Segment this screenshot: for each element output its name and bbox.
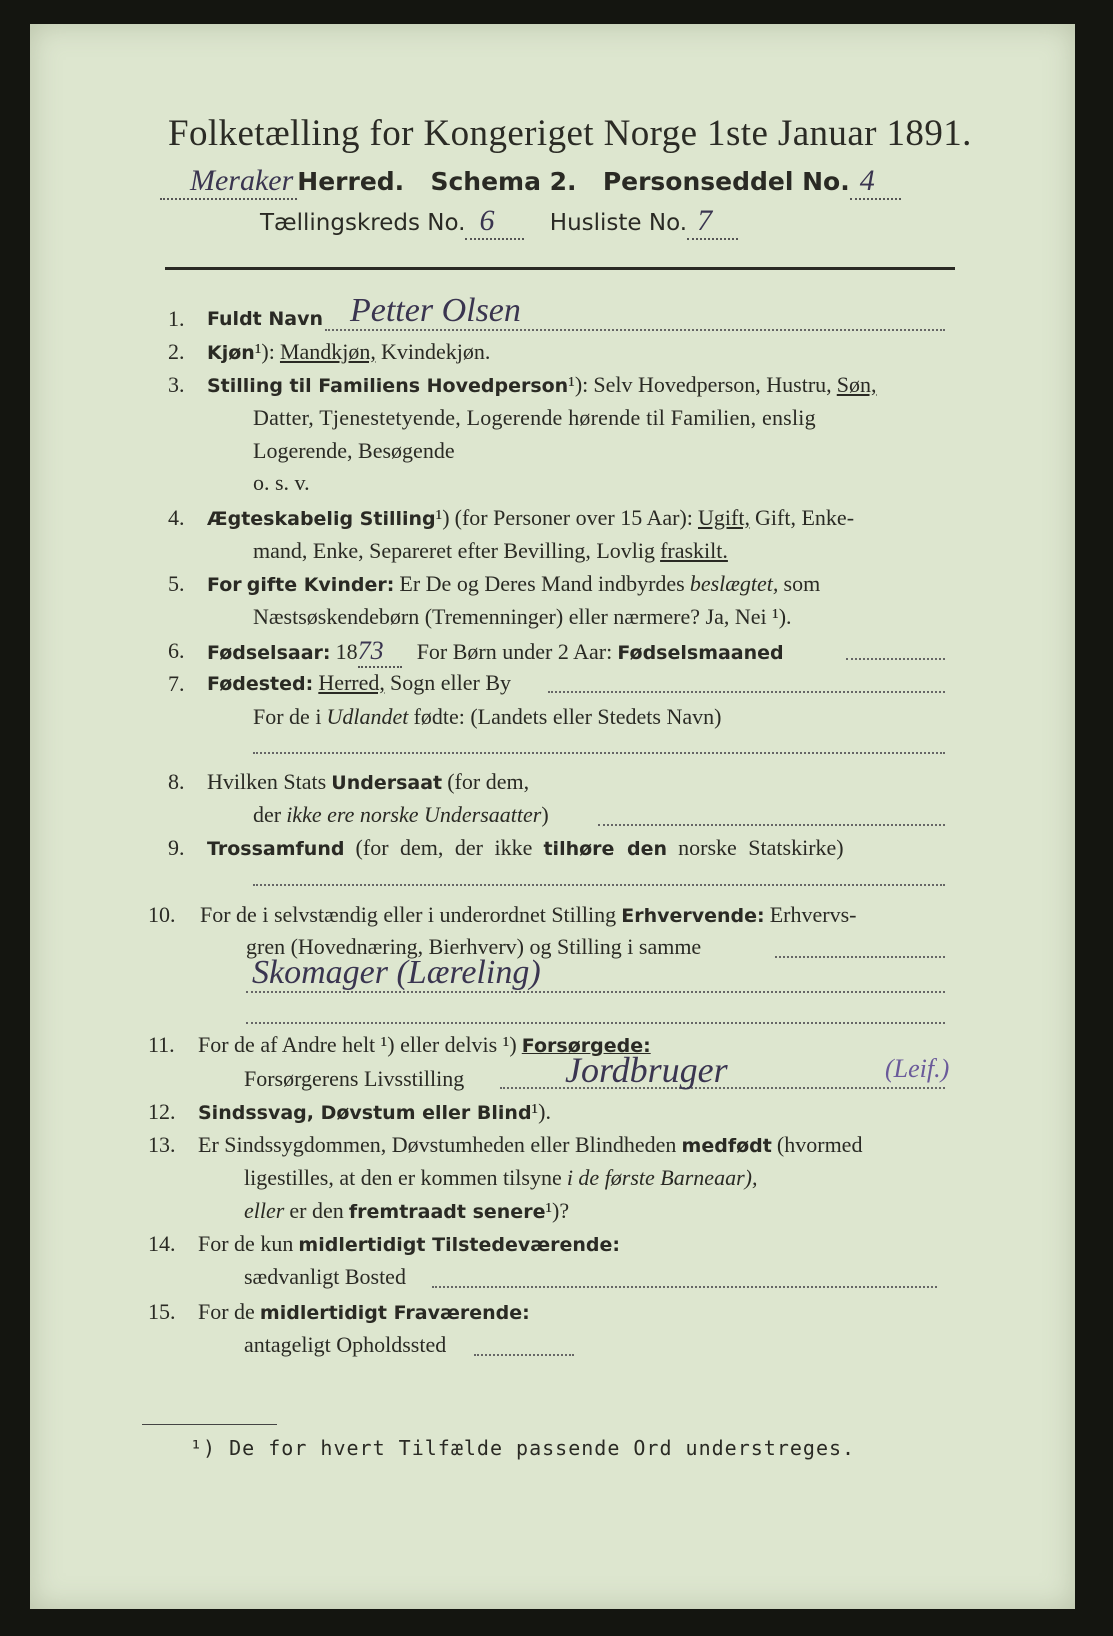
item-11-label: Forsørgede: [521, 1035, 651, 1057]
item-1-dotted-line [325, 329, 945, 331]
item-11-annotation-handwritten: (Leif.) [885, 1054, 950, 1083]
item-4-number: 4. [168, 505, 185, 530]
kreds-number-handwritten: 6 [465, 204, 524, 240]
footnote: ¹) De for hvert Tilfælde passende Ord understreges. [190, 1436, 856, 1460]
item-10-line-1 [200, 902, 856, 928]
item-2-label: Kjøn [207, 342, 255, 364]
item-8-text-4: ) [541, 802, 549, 827]
item-13-line-1 [198, 1132, 862, 1158]
herred-line [160, 164, 901, 200]
item-6-year-prefix: 18 [335, 639, 358, 664]
item-13-number: 13. [148, 1132, 176, 1157]
item-2-number: 2. [168, 339, 185, 364]
kreds-label: Tællingskreds No. [260, 210, 466, 236]
item-5-line-2: Næstsøskendebørn (Tremenninger) eller nærmere? Ja, Nei ¹). [253, 604, 792, 629]
item-12-line [198, 1099, 551, 1125]
footnote-rule [142, 1424, 277, 1425]
item-9-line-1 [207, 835, 844, 861]
item-4-label: Ægteskabelig Stilling [207, 508, 436, 530]
census-form-sheet [30, 24, 1075, 1609]
herred-label: Herred. [297, 167, 405, 196]
item-4-text-3: mand, Enke, Separeret efter Bevilling, Lovlig [253, 538, 655, 563]
item-1-number: 1. [168, 306, 185, 331]
item-9-bold-text: tilhøre den [543, 838, 668, 860]
item-3-line-4: o. s. v. [253, 470, 310, 495]
item-3-label: Stilling til Familiens Hovedperson [207, 375, 569, 397]
item-14-dotted-line [432, 1286, 937, 1288]
item-7-line-2 [253, 704, 721, 730]
item-3-option-son: Søn, [836, 372, 877, 397]
item-13-text-3: ligestilles, at den er kommen tilsyne [244, 1165, 562, 1190]
personseddel-number-handwritten: 4 [850, 164, 901, 200]
form-title: Folketælling for Kongeriget Norge 1ste Januar 1891. [168, 113, 972, 154]
item-3-number: 3. [168, 372, 185, 397]
herred-name-handwritten: Meraker [160, 164, 297, 200]
item-10-label: Erhvervende: [621, 905, 765, 927]
item-13-label: medfødt [681, 1135, 772, 1157]
item-7-label: Fødested: [207, 673, 314, 695]
item-13-text-italic-2: eller [244, 1198, 285, 1223]
item-4-sup: ¹) [435, 505, 450, 530]
item-14-number: 14. [148, 1231, 176, 1256]
item-4-line-1 [207, 505, 854, 531]
item-5-label-for: For [207, 574, 242, 596]
item-9-number: 9. [168, 835, 185, 860]
item-11-line-2: Forsørgerens Livsstilling [244, 1066, 465, 1091]
item-2-option-mandkjon: Mandkjøn, [279, 339, 376, 364]
item-11-occupation-handwritten: Jordbruger [565, 1050, 728, 1090]
item-7-dotted-line-2 [253, 752, 945, 754]
husliste-label: Husliste No. [549, 210, 688, 236]
item-7-text-2: For de i [253, 704, 322, 729]
item-10-occupation-handwritten: Skomager (Læreling) [252, 954, 541, 991]
item-4-text-2: Gift, Enke- [755, 505, 855, 530]
item-7-dotted-line [548, 691, 945, 693]
schema-label: Schema 2. [430, 167, 577, 196]
item-9-label: Trossamfund [207, 838, 345, 860]
item-14-label: midlertidigt Tilstedeværende: [298, 1234, 621, 1256]
item-14-text-1: For de kun [198, 1231, 294, 1256]
item-6-dotted-line [846, 658, 945, 660]
item-8-line-1 [207, 769, 529, 795]
item-13-text-2: (hvormed [776, 1132, 863, 1157]
item-11-text-1: For de af Andre helt ¹) eller delvis ¹) [198, 1032, 517, 1057]
item-15-line-2: antageligt Opholdssted [244, 1332, 447, 1357]
item-13-text-1: Er Sindssygdommen, Døvstumheden eller Blindheden [198, 1132, 677, 1157]
item-1-label: Fuldt Navn [207, 308, 324, 330]
item-4-line-2 [253, 538, 728, 564]
item-12-label: Sindssvag, Døvstum eller Blind [198, 1102, 532, 1124]
item-6-line [207, 636, 784, 668]
item-9-dotted-line [253, 884, 945, 886]
item-6-label: Fødselsaar: [207, 642, 331, 664]
item-3-line-1 [207, 372, 877, 398]
item-9-text-1: (for dem, der ikke [355, 835, 533, 860]
item-8-number: 8. [168, 769, 185, 794]
item-7-number: 7. [168, 671, 185, 696]
item-7-text: Sogn eller By [390, 670, 511, 695]
item-12-number: 12. [148, 1099, 176, 1124]
item-3-line-2: Datter, Tjenestetyende, Logerende hørende til Familien, enslig [253, 405, 816, 430]
item-13-line-3 [244, 1198, 569, 1224]
item-4-option-ugift: Ugift, [698, 505, 750, 530]
item-13-label-2: fremtraadt senere [348, 1201, 546, 1223]
item-15-number: 15. [148, 1299, 176, 1324]
item-13-text-italic: i de første Barneaar), [566, 1165, 758, 1190]
item-10-dotted-line-2 [246, 991, 945, 993]
item-10-dotted-line [775, 956, 945, 958]
item-10-text-1: For de i selvstændig eller i underordnet Stilling [200, 902, 617, 927]
item-9-text-2: norske Statskirke) [678, 835, 844, 860]
item-7-line-1 [207, 670, 511, 696]
item-10-number: 10. [148, 902, 176, 927]
item-8-dotted-line [598, 824, 945, 826]
item-15-text-1: For de [198, 1299, 255, 1324]
item-7-option-herred: Herred, [318, 670, 385, 695]
item-3-options-1: Selv Hovedperson, Hustru, [593, 372, 832, 397]
item-3-sup: ¹): [568, 372, 589, 397]
item-13-text-4: er den [289, 1198, 344, 1223]
item-15-dotted-line [474, 1354, 574, 1356]
item-7-text-italic: Udlandet [326, 704, 409, 729]
item-8-text-italic: ikke ere norske Undersaatter [286, 802, 542, 827]
item-10-text-2: Erhvervs- [769, 902, 857, 927]
item-1-name-handwritten: Petter Olsen [350, 292, 521, 329]
item-2-option-kvindekjon: Kvindekjøn. [381, 339, 491, 364]
item-2-line [207, 339, 490, 365]
item-15-label: midlertidigt Fraværende: [259, 1302, 530, 1324]
item-10-dotted-line-3 [246, 1022, 945, 1024]
item-5-text-1: Er De og Deres Mand indbyrdes [399, 571, 685, 596]
item-5-text-2: som [783, 571, 821, 596]
husliste-number-handwritten: 7 [687, 204, 738, 240]
item-8-label: Undersaat [331, 772, 443, 794]
item-4-option-fraskilt: fraskilt. [660, 538, 728, 563]
header-rule [165, 267, 955, 270]
item-6-number: 6. [168, 638, 185, 663]
item-14-line-2: sædvanligt Bosted [244, 1264, 406, 1289]
item-3-line-3: Logerende, Besøgende [253, 438, 455, 463]
item-8-line-2 [253, 802, 549, 828]
item-15-line-1 [198, 1299, 530, 1325]
item-6-label-2: Fødselsmaaned [617, 642, 784, 664]
item-6-year-handwritten: 73 [358, 636, 402, 668]
item-8-text-1: Hvilken Stats [207, 769, 327, 794]
item-5-number: 5. [168, 571, 185, 596]
item-6-text: For Børn under 2 Aar: [416, 639, 613, 664]
item-14-line-1 [198, 1231, 620, 1257]
item-7-text-3: fødte: (Landets eller Stedets Navn) [413, 704, 722, 729]
item-10-line-2: gren (Hovednæring, Bierhverv) og Stilling i samme [246, 934, 702, 959]
item-2-sup: ¹): [254, 339, 275, 364]
item-4-text-1: (for Personer over 15 Aar): [454, 505, 693, 530]
item-8-text-2: (for dem, [447, 769, 530, 794]
kreds-line [260, 204, 738, 240]
item-5-label: gifte Kvinder: [246, 574, 395, 596]
item-5-text-italic: beslægtet, [689, 571, 779, 596]
item-12-sup: ¹). [531, 1099, 551, 1124]
item-8-text-3: der [253, 802, 282, 827]
item-5-line-1 [207, 571, 820, 597]
item-13-line-2 [244, 1165, 757, 1191]
item-13-text-5: ¹)? [545, 1198, 570, 1223]
personseddel-label: Personseddel No. [602, 167, 850, 196]
item-11-number: 11. [148, 1032, 175, 1057]
